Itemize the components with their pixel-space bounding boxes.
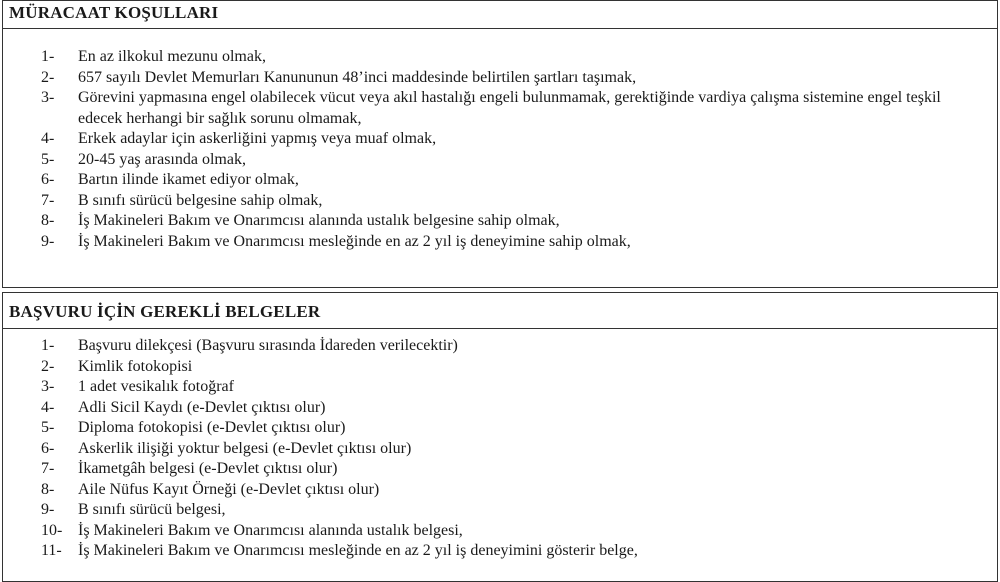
item-number: 2-: [41, 68, 55, 86]
list-item: [3, 439, 997, 460]
item-text: B sınıfı sürücü belgesi,: [78, 501, 226, 518]
item-text: İkametgâh belgesi (e-Devlet çıktısı olur): [78, 460, 338, 477]
item-number: 1-: [41, 48, 55, 65]
list-item: [3, 211, 997, 232]
list-item: [3, 88, 997, 129]
section-title: MÜRACAAT KOŞULLARI: [3, 1, 997, 29]
documents-list: [3, 329, 997, 562]
list-item: [3, 480, 997, 501]
item-number: 9-: [41, 501, 55, 518]
item-number: 8-: [41, 480, 55, 498]
item-text: 1 adet vesikalık fotoğraf: [78, 378, 234, 395]
item-text: İş Makineleri Bakım ve Onarımcısı mesleğinde en az 2 yıl iş deneyimini gösterir belge,: [78, 542, 638, 559]
list-item: [3, 377, 997, 398]
list-item: [3, 191, 997, 212]
required-documents-section: [2, 292, 998, 582]
section-title: BAŞVURU İÇİN GEREKLİ BELGELER: [3, 293, 997, 329]
list-item: [3, 541, 997, 562]
list-item: [3, 170, 997, 191]
item-number: 7-: [41, 191, 55, 209]
list-item: [3, 336, 997, 357]
item-text: Erkek adaylar için askerliğini yapmış veya muaf olmak,: [78, 130, 437, 147]
list-item: [3, 418, 997, 439]
item-number: 3-: [41, 89, 55, 106]
item-text: 657 sayılı Devlet Memurları Kanununun 48’inci maddesinde belirtilen şartları taşımak,: [78, 68, 637, 86]
item-text: Adli Sicil Kaydı (e-Devlet çıktısı olur): [78, 398, 326, 416]
list-item: [3, 129, 997, 150]
item-text: Bartın ilinde ikamet ediyor olmak,: [78, 171, 299, 188]
item-number: 3-: [41, 378, 55, 395]
item-text: Başvuru dilekçesi (Başvuru sırasında İdareden verilecektir): [78, 337, 458, 354]
item-number: 4-: [41, 398, 55, 416]
item-number: 8-: [41, 212, 55, 229]
application-conditions-section: [2, 0, 998, 288]
item-number: 6-: [41, 171, 55, 188]
item-text: B sınıfı sürücü belgesine sahip olmak,: [78, 191, 323, 209]
item-number: 1-: [41, 337, 55, 354]
item-text: Kimlik fotokopisi: [78, 357, 193, 375]
list-item: [3, 68, 997, 89]
item-number: 7-: [41, 460, 55, 477]
item-number: 5-: [41, 150, 55, 168]
item-text: Askerlik ilişiği yoktur belgesi (e-Devlet çıktısı olur): [78, 439, 412, 457]
item-number: 9-: [41, 232, 55, 250]
item-text: Diploma fotokopisi (e-Devlet çıktısı olur): [78, 419, 346, 436]
item-text: İş Makineleri Bakım ve Onarımcısı alanında ustalık belgesine sahip olmak,: [78, 212, 560, 229]
item-text: En az ilkokul mezunu olmak,: [78, 48, 266, 65]
item-text: İş Makineleri Bakım ve Onarımcısı alanında ustalık belgesi,: [78, 521, 463, 539]
item-number: 4-: [41, 130, 55, 147]
item-number: 5-: [41, 419, 55, 436]
item-text: İş Makineleri Bakım ve Onarımcısı mesleğinde en az 2 yıl iş deneyimine sahip olmak,: [78, 232, 631, 250]
item-text: Aile Nüfus Kayıt Örneği (e-Devlet çıktısı olur): [78, 480, 380, 498]
item-text: Görevini yapmasına engel olabilecek vücut veya akıl hastalığı engeli bulunmamak, gerektiğinde vardiya çalışma sistemine engel teşkil edecek herhangi bir sağlık sorunu olmamak,: [78, 89, 941, 127]
list-item: [3, 150, 997, 171]
list-item: [3, 357, 997, 378]
list-item: [3, 232, 997, 253]
list-item: [3, 398, 997, 419]
item-number: 11-: [41, 542, 62, 559]
item-text: 20-45 yaş arasında olmak,: [78, 150, 246, 168]
list-item: [3, 521, 997, 542]
list-item: [3, 500, 997, 521]
conditions-list: [3, 29, 997, 252]
item-number: 2-: [41, 357, 55, 375]
item-number: 10-: [41, 521, 63, 539]
list-item: [3, 47, 997, 68]
list-item: [3, 459, 997, 480]
item-number: 6-: [41, 439, 55, 457]
